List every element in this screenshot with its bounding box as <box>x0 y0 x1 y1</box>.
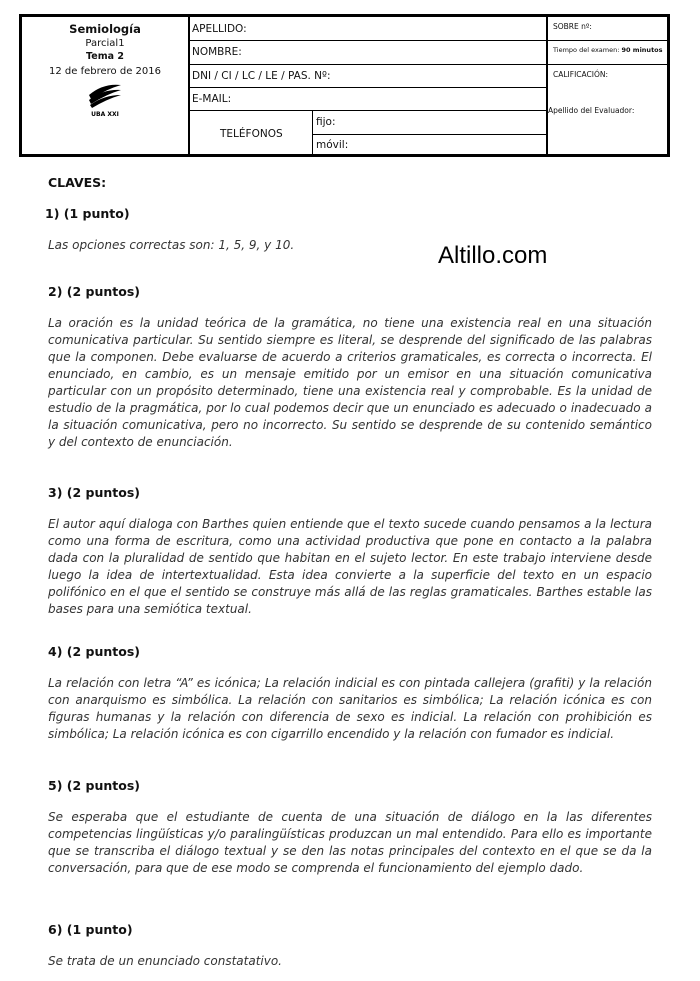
section-title: 3) (2 puntos) <box>48 485 140 500</box>
section-text: Se esperaba que el estudiante de cuenta de una situación de diálogo en la las diferentes competencias lingüísticas y/o paralingüísticas produzcan un mal entendido. Para ello es importante que se transcriba el diálogo textual y se den las notas principales del contexto en el que se da la conversación, para que de ese modo se comprenda el funcionamiento del ejemplo dado. <box>48 810 652 875</box>
section-title: 6) (1 punto) <box>48 922 133 937</box>
sobre-field[interactable]: SOBRE nº: <box>553 22 592 31</box>
exam-name: Parcial1 <box>85 38 125 49</box>
section-text: Las opciones correctas son: 1, 5, 9, y 10. <box>48 238 295 252</box>
section-text: La relación con letra “A” es icónica; La relación indicial es con pintada callejera (grafiti) y la relación con anarquismo es simbólica. La relación con sanitarios es simbólica; La relación icónica es con figuras humanas y la relación con diferencia de sexo es indicial. La relación con prohibición es simbólica; La relación icónica es con cigarrillo encendido y la relación con fumador es indicial. <box>48 676 652 741</box>
row-line <box>189 64 546 65</box>
row-line <box>312 134 546 135</box>
section-text: La oración es la unidad teórica de la gramática, no tiene una existencia real en una situación comunicativa particular. Su sentido siempre es literal, se desprende del significado de las palabras que la componen. Debe evaluarse de acuerdo a criterios gramaticales, es correcta o incorrecta. El enunciado, en cambio, es un mensaje emitido por un emisor en una situación comunicativa particular con un propósito determinado, tiene una existencia real y comprobable. Es la unidad de estudio de la pragmática, por lo cual podemos decir que un enunciado es adecuado o inadecuado a la situación comunicativa, pero no incorrecto. Su sentido se desprende de su contenido semántico y del contexto de enunciación. <box>48 316 652 449</box>
claves-title: CLAVES: <box>48 175 107 190</box>
logo-text: UBA XXI <box>91 111 119 117</box>
evaluador-field[interactable]: Apellido del Evaluador: <box>548 106 635 115</box>
movil-field[interactable]: móvil: <box>316 139 349 151</box>
uba-xxi-logo <box>85 81 125 117</box>
section-title: 1) (1 punto) <box>45 206 130 221</box>
section-title: 5) (2 puntos) <box>48 778 140 793</box>
tiempo-value: 90 minutos <box>621 46 663 54</box>
course-title: Semiología <box>69 22 141 36</box>
row-line <box>189 87 546 88</box>
exam-theme: Tema 2 <box>86 51 124 62</box>
tiempo-examen <box>553 46 663 54</box>
row-line <box>189 110 546 111</box>
section-title: 2) (2 puntos) <box>48 284 140 299</box>
row-line <box>547 64 670 65</box>
calificacion-field[interactable]: CALIFICACIÓN: <box>553 70 609 79</box>
fijo-field[interactable]: fijo: <box>316 116 336 128</box>
phone-divider <box>312 110 313 156</box>
tiempo-label: Tiempo del examen: <box>553 46 622 54</box>
course-info <box>22 17 188 117</box>
watermark: Altillo.com <box>438 242 548 269</box>
row-line <box>189 40 546 41</box>
apellido-field[interactable]: APELLIDO: <box>192 23 247 35</box>
dni-field[interactable]: DNI / CI / LC / LE / PAS. Nº: <box>192 70 331 82</box>
exam-date: 12 de febrero de 2016 <box>49 66 161 77</box>
divider-right <box>546 17 548 154</box>
row-line <box>547 40 670 41</box>
telefonos-label: TELÉFONOS <box>220 128 283 140</box>
divider-left <box>188 17 190 154</box>
section-text: El autor aquí dialoga con Barthes quien entiende que el texto sucede cuando pensamos a la lectura como una forma de escritura, como una actividad productiva que pone en contacto a la palabra dada con la pluralidad de sentido que habitan en el sujeto lector. En este trabajo interviene desde luego la idea de intertextualidad. Esta idea convierte a la superficie del texto en un espacio polifónico en el que el sentido se construye más allá de las reglas gramaticales. Barthes estable las bases para una semiótica textual. <box>48 517 652 616</box>
exam-header-box <box>19 14 670 157</box>
nombre-field[interactable]: NOMBRE: <box>192 46 242 58</box>
section-text: Se trata de un enunciado constatativo. <box>48 954 282 968</box>
email-field[interactable]: E-MAIL: <box>192 93 232 105</box>
section-title: 4) (2 puntos) <box>48 644 140 659</box>
